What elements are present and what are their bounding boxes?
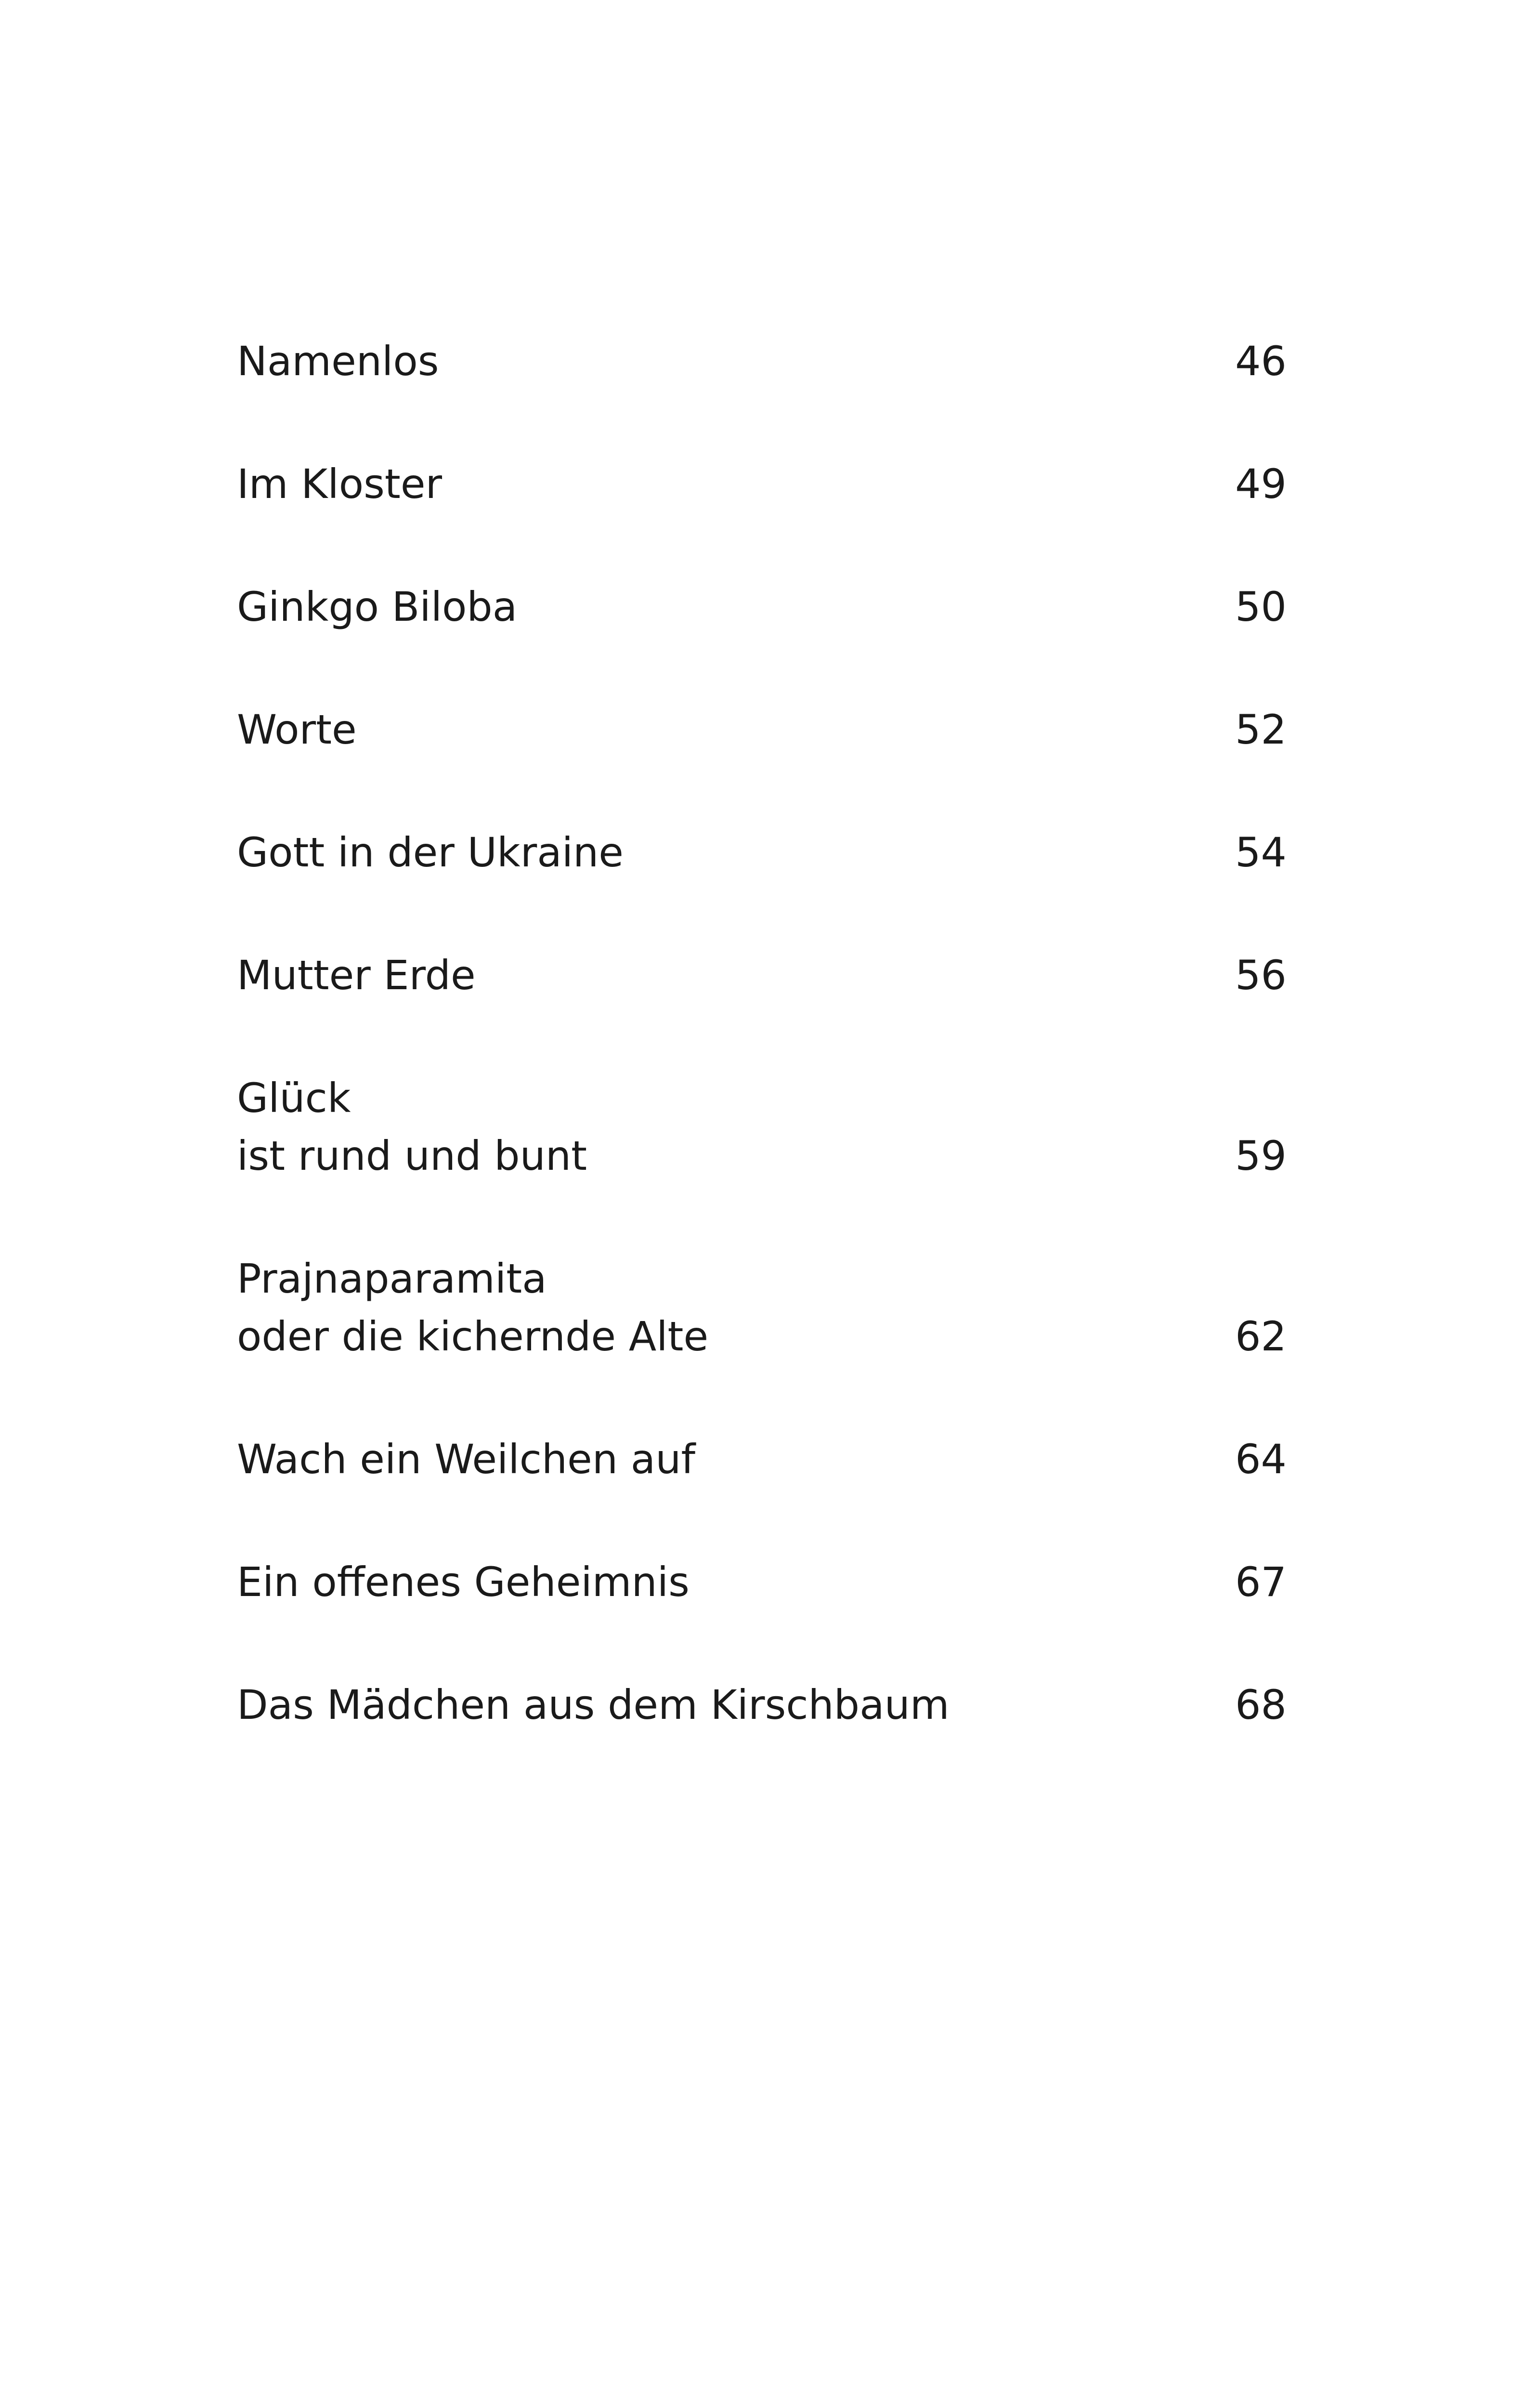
toc-entry-page-number: 52	[1235, 706, 1287, 753]
toc-entry-page-number: 54	[1235, 829, 1287, 876]
toc-entry-page-number: 59	[1235, 1132, 1287, 1179]
toc-entry-ginkgo-biloba	[237, 578, 1287, 636]
table-of-contents	[237, 332, 1287, 1799]
toc-entry-title-line: Mutter Erde	[237, 952, 476, 999]
toc-entry-page-number: 46	[1235, 338, 1287, 385]
toc-entry-title	[237, 1069, 587, 1185]
toc-entry-title	[237, 332, 439, 390]
toc-entry-title-line: ist rund und bunt	[237, 1132, 587, 1179]
toc-entry-title	[237, 701, 357, 759]
toc-entry-page-number: 64	[1235, 1436, 1287, 1483]
toc-entry-page-number: 67	[1235, 1558, 1287, 1606]
toc-entry-title	[237, 946, 476, 1004]
toc-entry-title-line: Glück	[237, 1074, 351, 1122]
toc-entry-namenlos	[237, 332, 1287, 390]
toc-entry-title-line: Wach ein Weilchen auf	[237, 1436, 696, 1483]
toc-entry-title-line: Das Mädchen aus dem Kirschbaum	[237, 1681, 950, 1728]
toc-entry-page-number: 62	[1235, 1313, 1287, 1360]
toc-entry-page-number: 56	[1235, 952, 1287, 999]
toc-entry-das-maedchen-aus-dem-kirschbaum	[237, 1676, 1287, 1734]
toc-entry-title-line: Namenlos	[237, 338, 439, 385]
toc-entry-worte	[237, 701, 1287, 759]
toc-entry-title-line: Gott in der Ukraine	[237, 829, 624, 876]
toc-entry-page-number: 50	[1235, 583, 1287, 630]
toc-entry-title-line: Ein offenes Geheimnis	[237, 1558, 690, 1606]
toc-entry-gott-in-der-ukraine	[237, 824, 1287, 881]
toc-entry-title	[237, 1250, 708, 1365]
toc-entry-wach-ein-weilchen-auf	[237, 1430, 1287, 1488]
toc-entry-title	[237, 824, 624, 881]
toc-entry-title	[237, 1430, 695, 1488]
toc-entry-mutter-erde	[237, 946, 1287, 1004]
toc-entry-title-line: Im Kloster	[237, 460, 443, 508]
toc-entry-page-number: 49	[1235, 460, 1287, 508]
toc-entry-title	[237, 578, 517, 636]
toc-entry-title	[237, 1676, 950, 1734]
toc-entry-page-number: 68	[1235, 1681, 1287, 1728]
toc-entry-title	[237, 455, 442, 513]
toc-entry-title-line: Ginkgo Biloba	[237, 583, 518, 630]
toc-entry-prajnaparamita	[237, 1250, 1287, 1365]
toc-entry-ein-offenes-geheimnis	[237, 1553, 1287, 1611]
toc-entry-glueck	[237, 1069, 1287, 1185]
toc-entry-title	[237, 1553, 690, 1611]
toc-entry-title-line: Worte	[237, 706, 357, 753]
toc-entry-im-kloster	[237, 455, 1287, 513]
toc-entry-title-line: oder die kichernde Alte	[237, 1313, 709, 1360]
toc-entry-title-line: Prajnaparamita	[237, 1255, 547, 1302]
